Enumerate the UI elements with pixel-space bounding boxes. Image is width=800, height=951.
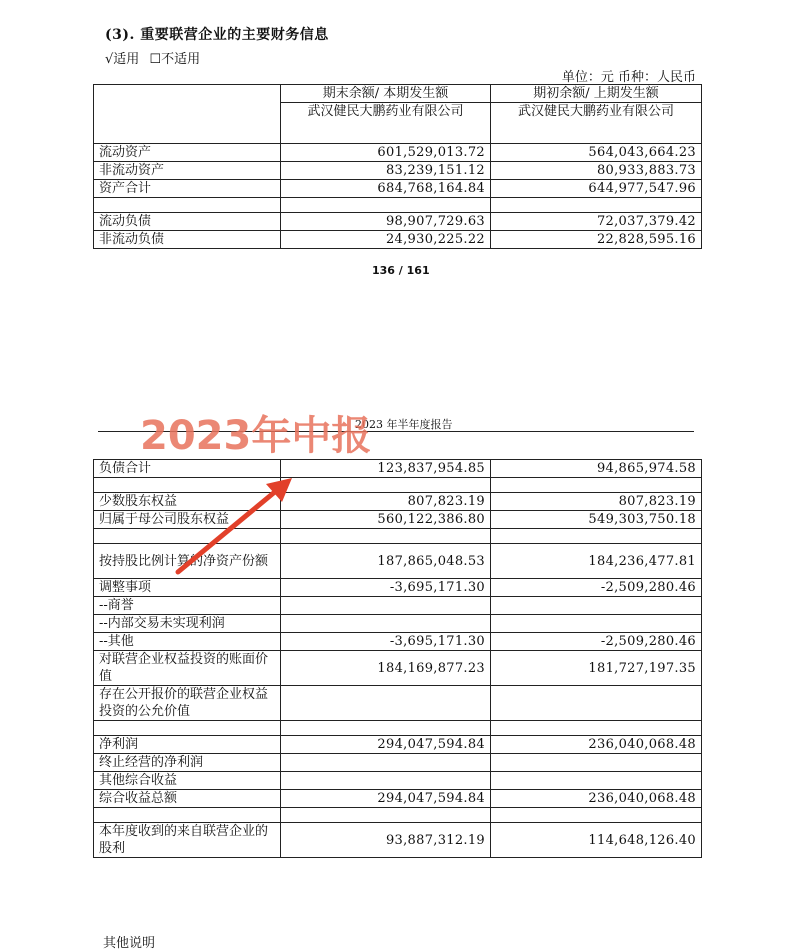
table-row [94, 180, 702, 198]
row-current-value: 93,887,312.19 [281, 823, 491, 858]
row-current-value [281, 597, 491, 615]
row-prior-value: 644,977,547.96 [491, 180, 702, 198]
row-current-value: 187,865,048.53 [281, 544, 491, 579]
row-label: 非流动负债 [94, 231, 281, 249]
row-prior-value: 236,040,068.48 [491, 736, 702, 754]
table-row [94, 823, 702, 858]
row-current-value: 24,930,225.22 [281, 231, 491, 249]
row-current-value: 98,907,729.63 [281, 213, 491, 231]
row-label: 少数股东权益 [94, 493, 281, 511]
row-label: --商誉 [94, 597, 281, 615]
annotation-arrow-icon [170, 470, 300, 580]
row-prior-value: 549,303,750.18 [491, 511, 702, 529]
row-prior-value: 114,648,126.40 [491, 823, 702, 858]
row-label: 终止经营的净利润 [94, 754, 281, 772]
table-row [94, 597, 702, 615]
row-prior-value: 22,828,595.16 [491, 231, 702, 249]
page-number: 136 / 161 [372, 264, 430, 277]
row-current-value [281, 615, 491, 633]
table-row [94, 754, 702, 772]
row-label: 本年度收到的来自联营企业的股利 [94, 823, 281, 858]
row-current-value [281, 754, 491, 772]
section-heading: (3). 重要联营企业的主要财务信息 [105, 27, 329, 43]
header-blank-cell [94, 85, 281, 144]
row-current-value: 294,047,594.84 [281, 790, 491, 808]
blank-row [94, 198, 702, 213]
row-prior-value: 184,236,477.81 [491, 544, 702, 579]
table-row [94, 231, 702, 249]
row-prior-value: -2,509,280.46 [491, 633, 702, 651]
row-prior-value: 807,823.19 [491, 493, 702, 511]
blank-row [94, 808, 702, 823]
row-prior-value: 80,933,883.73 [491, 162, 702, 180]
row-prior-value: -2,509,280.46 [491, 579, 702, 597]
financial-table-top [93, 84, 702, 249]
row-current-value [281, 686, 491, 721]
table-row [94, 633, 702, 651]
table-header-row-1 [94, 85, 702, 103]
row-current-value: 184,169,877.23 [281, 651, 491, 686]
row-label: 负债合计 [94, 460, 281, 478]
row-label: 调整事项 [94, 579, 281, 597]
row-prior-value: 181,727,197.35 [491, 651, 702, 686]
table-row [94, 213, 702, 231]
row-prior-value: 72,037,379.42 [491, 213, 702, 231]
row-current-value [281, 772, 491, 790]
row-label: 存在公开报价的联营企业权益投资的公允价值 [94, 686, 281, 721]
row-current-value: -3,695,171.30 [281, 579, 491, 597]
table-row [94, 615, 702, 633]
table-row [94, 144, 702, 162]
row-label: 对联营企业权益投资的账面价值 [94, 651, 281, 686]
table-row [94, 736, 702, 754]
row-label: 归属于母公司股东权益 [94, 511, 281, 529]
table-row [94, 772, 702, 790]
row-prior-value: 236,040,068.48 [491, 790, 702, 808]
row-current-value: 684,768,164.84 [281, 180, 491, 198]
applicable-checked[interactable]: √适用 [105, 52, 140, 67]
table-row [94, 790, 702, 808]
table-row [94, 651, 702, 686]
not-applicable-checkbox[interactable]: ☐不适用 [149, 52, 201, 67]
row-current-value: -3,695,171.30 [281, 633, 491, 651]
row-label: 综合收益总额 [94, 790, 281, 808]
row-prior-value: 564,043,664.23 [491, 144, 702, 162]
row-label: 净利润 [94, 736, 281, 754]
row-label: 流动负债 [94, 213, 281, 231]
row-label: 按持股比例计算的净资产份额 [94, 544, 281, 579]
header-company-prior: 武汉健民大鹏药业有限公司 [491, 103, 702, 121]
unit-currency-line: 单位：元 币种：人民币 [561, 70, 696, 85]
row-current-value: 123,837,954.85 [281, 460, 491, 478]
row-label: 其他综合收益 [94, 772, 281, 790]
row-label: 资产合计 [94, 180, 281, 198]
row-prior-value [491, 754, 702, 772]
row-current-value: 807,823.19 [281, 493, 491, 511]
row-prior-value [491, 597, 702, 615]
applicability-options [105, 48, 206, 67]
row-prior-value [491, 686, 702, 721]
row-label: 流动资产 [94, 144, 281, 162]
other-notes-heading: 其他说明 [103, 936, 156, 951]
row-prior-value [491, 772, 702, 790]
row-current-value: 83,239,151.12 [281, 162, 491, 180]
row-label: 非流动资产 [94, 162, 281, 180]
blank-row [94, 721, 702, 736]
header-current-period: 期末余额/ 本期发生额 [281, 85, 491, 103]
row-label: --其他 [94, 633, 281, 651]
row-current-value: 294,047,594.84 [281, 736, 491, 754]
table-row [94, 579, 702, 597]
row-label: --内部交易未实现利润 [94, 615, 281, 633]
row-prior-value [491, 615, 702, 633]
watermark-label: 2023年中报 [140, 413, 372, 459]
header-prior-period: 期初余额/ 上期发生额 [491, 85, 702, 103]
header-company-current: 武汉健民大鹏药业有限公司 [281, 103, 491, 121]
row-current-value: 560,122,386.80 [281, 511, 491, 529]
table-row [94, 162, 702, 180]
row-current-value: 601,529,013.72 [281, 144, 491, 162]
row-prior-value: 94,865,974.58 [491, 460, 702, 478]
report-title: 2023 年半年度报告 [355, 418, 453, 431]
table-row [94, 686, 702, 721]
